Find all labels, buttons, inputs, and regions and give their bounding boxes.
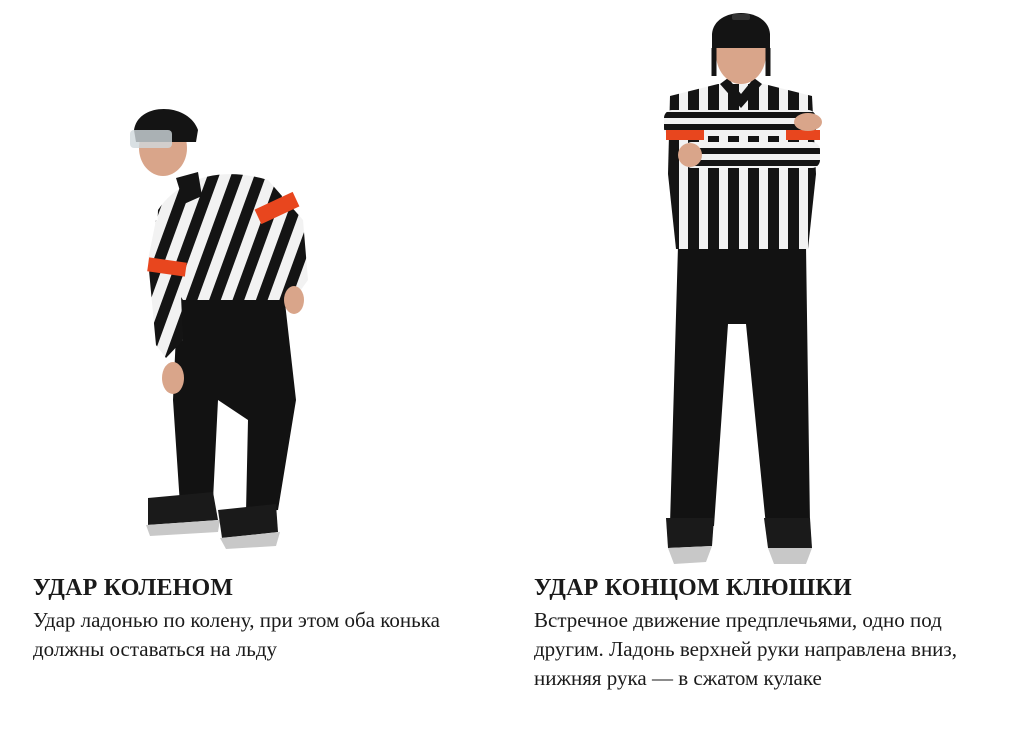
knee-signal-title: УДАР КОЛЕНОМ (33, 575, 234, 601)
butt-ending-signal-caption (534, 574, 1014, 693)
referee-butt-ending-signal-image (648, 4, 834, 568)
knee-signal-description: Удар ладонью по колену, при этом оба конька должны оставаться на льду (33, 608, 440, 661)
referee-knee-signal-image (118, 100, 328, 555)
butt-ending-signal-title: УДАР КОНЦОМ КЛЮШКИ (534, 575, 852, 601)
knee-signal-caption (33, 574, 493, 664)
butt-ending-signal-description: Встречное движение предплечьями, одно под другим. Ладонь верхней руки направлена вниз, нижняя рука — в сжатом кулаке (534, 608, 957, 690)
